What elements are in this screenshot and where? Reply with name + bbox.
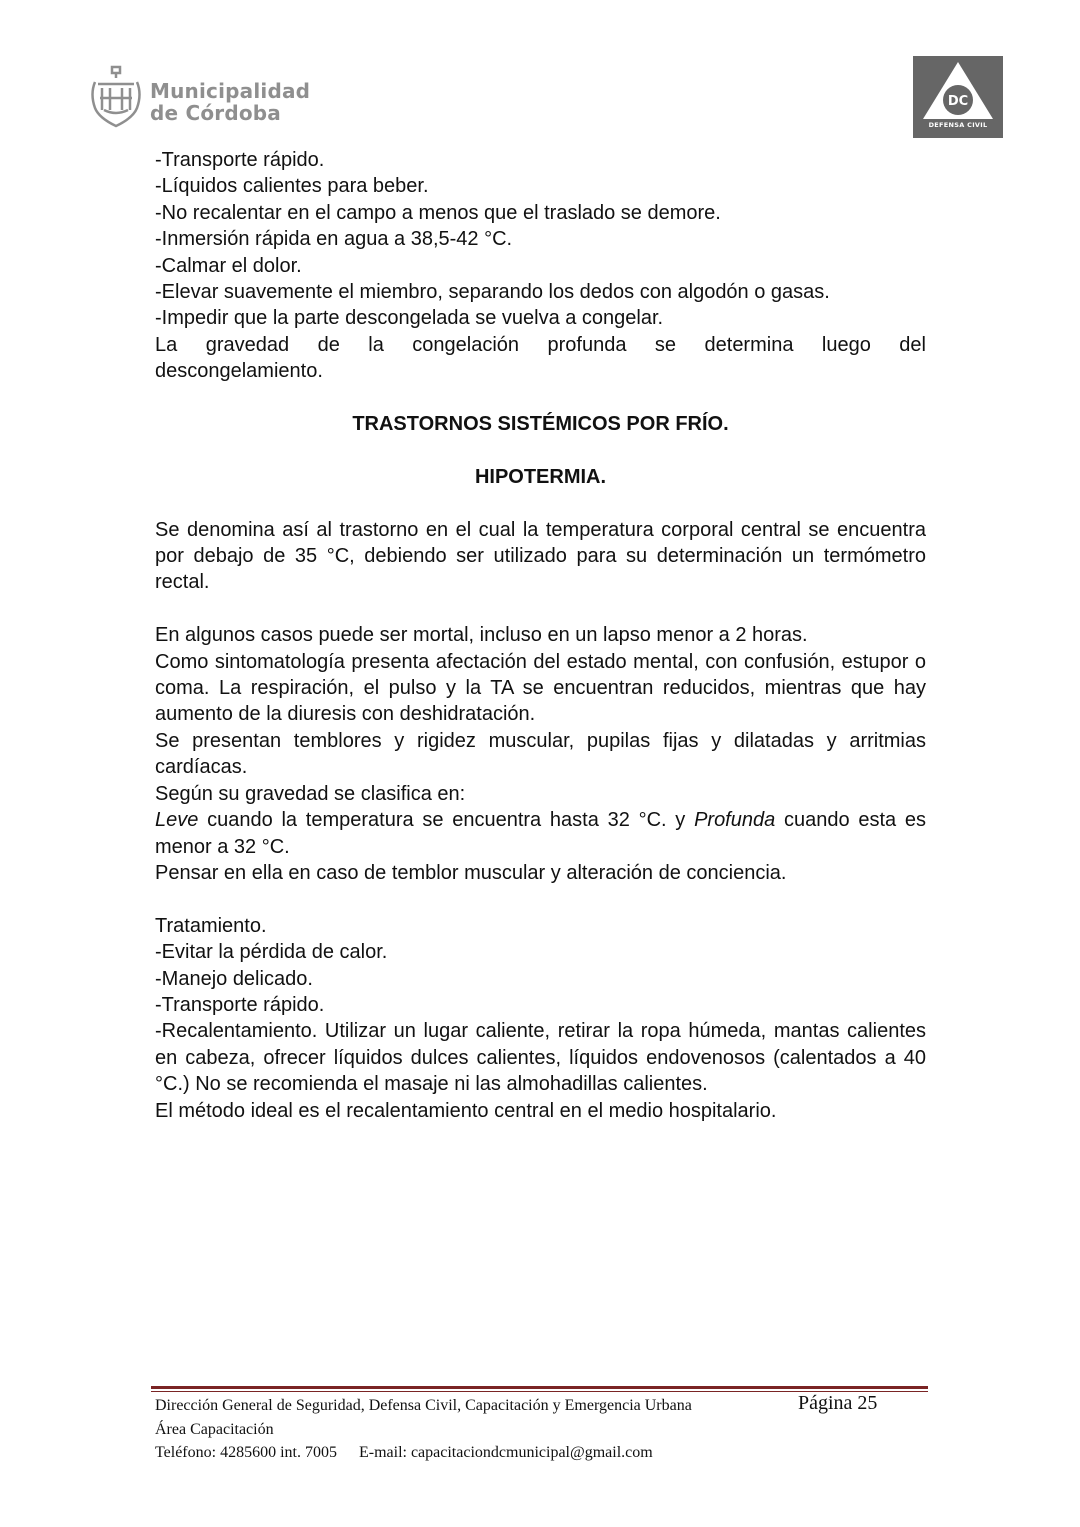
treatment-title: Tratamiento. (155, 914, 267, 937)
footer-divider (151, 1386, 928, 1389)
signs-paragraph: Se presentan temblores y rigidez muscular, pupilas fijas y dilatadas y arritmias cardíacas. (155, 729, 926, 779)
subheading-hypothermia: HIPOTERMIA. (474, 465, 607, 488)
list-item: -Calmar el dolor. (155, 254, 302, 277)
section-heading: TRASTORNOS SISTÉMICOS POR FRÍO. (352, 413, 729, 436)
list-item: -Impedir que la parte descongelada se vuelva a congelar. (155, 307, 664, 330)
list-item: -Inmersión rápida en agua a 38,5-42 °C. (155, 228, 513, 251)
mild-text: cuando la temperatura se encuentra hasta 32 °C. y (198, 809, 695, 832)
defensa-civil-logo (913, 56, 1003, 138)
page-number: Página 25 (798, 1392, 878, 1414)
list-item: -No recalentar en el campo a menos que el traslado se demore. (155, 201, 721, 224)
deep-term: Profunda (694, 809, 776, 832)
mild-term: Leve (155, 809, 199, 832)
footer-area: Área Capacitación (155, 1420, 274, 1438)
ideal-method-paragraph: El método ideal es el recalentamiento central en el medio hospitalario. (155, 1099, 777, 1122)
city-coat-of-arms-icon (88, 64, 144, 130)
footer-department: Dirección General de Seguridad, Defensa Civil, Capacitación y Emergencia Urbana (155, 1397, 692, 1414)
document-body (155, 147, 926, 1124)
page-footer (155, 1394, 945, 1465)
list-item: -Transporte rápido. (155, 993, 325, 1016)
dc-logo-letters: DC (947, 94, 969, 109)
deep-text: cuando esta es menor a 32 °C. (155, 809, 927, 858)
rewarming-paragraph: -Recalentamiento. Utilizar un lugar caliente, retirar la ropa húmeda, mantas calientes en cabeza, ofrecer líquidos dulces calientes, líquidos endovenosos (calentados a 40 °C.) No se recomienda el masaje ni las almohadillas calientes. (155, 1020, 926, 1096)
footer-email: E-mail: capacitaciondcmunicipal@gmail.com (358, 1444, 653, 1461)
list-item: -Manejo delicado. (155, 967, 313, 990)
suspicion-paragraph: Pensar en ella en caso de temblor muscular y alteración de conciencia. (155, 861, 787, 884)
classification-paragraph (155, 807, 926, 860)
list-item: -Transporte rápido. (155, 149, 325, 171)
list-item: -Elevar suavemente el miembro, separando los dedos con algodón o gasas. (155, 281, 830, 304)
list-item: -Líquidos calientes para beber. (155, 175, 429, 198)
mortality-paragraph: En algunos casos puede ser mortal, incluso en un lapso menor a 2 horas. (155, 624, 808, 647)
dc-logo-caption: DEFENSA CIVIL (928, 121, 988, 129)
symptoms-paragraph: Como sintomatología presenta afectación del estado mental, con confusión, estupor o coma. La respiración, el pulso y la TA se encuentran reducidos, mientras que hay aumento de la diuresis con deshidratación. (155, 650, 926, 726)
list-item: -Evitar la pérdida de calor. (155, 941, 388, 964)
municipality-logo (88, 64, 311, 130)
definition-paragraph: Se denomina así al trastorno en el cual la temperatura corporal central se encuentra por debajo de 35 °C, debiendo ser utilizado para su determinación un termómetro rectal. (155, 518, 926, 594)
severity-paragraph-line2: descongelamiento. (155, 360, 323, 383)
footer-contact (155, 1441, 945, 1465)
classification-intro: Según su gravedad se clasifica en: (155, 782, 466, 805)
footer-phone: Teléfono: 4285600 int. 7005 (155, 1444, 337, 1461)
severity-paragraph-line1: La gravedad de la congelación profunda se determina luego del (155, 333, 926, 356)
municipality-name: Municipalidad de Córdoba (150, 79, 311, 125)
